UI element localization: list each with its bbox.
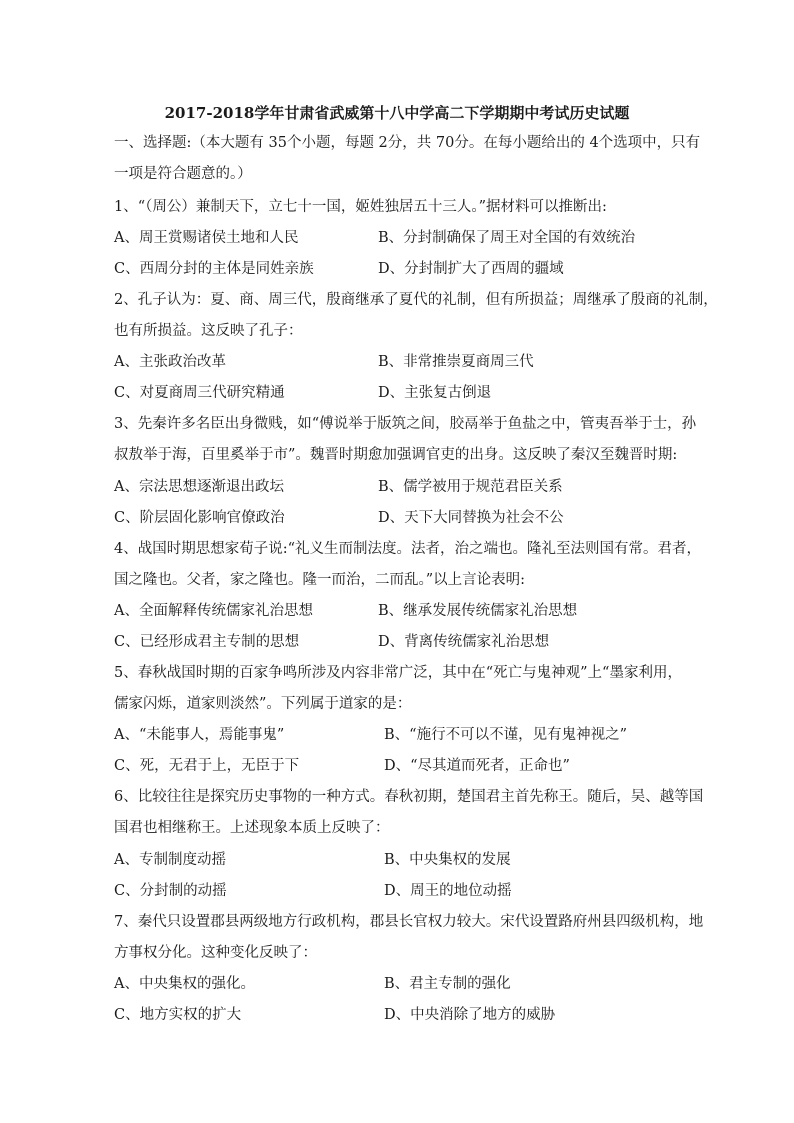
question-6-option-b: B、中央集权的发展	[384, 852, 511, 868]
question-4-option-b: B、继承发展传统儒家礼治思想	[378, 603, 578, 619]
question-4-options-row-1	[114, 599, 714, 623]
question-1-option-d: D、分封制扩大了西周的疆域	[378, 261, 564, 277]
question-4-stem-line-2: 国之隆也。父者，家之隆也。隆一而治，二而乱。”以上言论表明:	[114, 572, 526, 588]
question-1-options-row-1	[114, 226, 714, 250]
question-7-option-a: A、中央集权的强化。	[114, 976, 255, 992]
question-3-option-b: B、儒学被用于规范君臣关系	[378, 479, 563, 495]
section-instruction-line-2: 一项是符合题意的。）	[114, 166, 252, 182]
question-1-options-row-2	[114, 257, 714, 281]
question-5-option-b: B、“施行不可以不谨，见有鬼神视之”	[384, 727, 627, 743]
question-6-options-row-1	[114, 848, 714, 872]
page-title: 2017-2018学年甘肃省武威第十八中学高二下学期期中考试历史试题	[164, 104, 630, 122]
question-3-option-d: D、天下大同替换为社会不公	[378, 510, 564, 526]
question-5-option-c: C、死，无君于上，无臣于下	[114, 758, 300, 774]
question-3-options-row-2	[114, 506, 714, 530]
question-5-option-d: D、“尽其道而死者，正命也”	[384, 758, 570, 774]
question-6-stem-line-2: 国君也相继称王。上述现象本质上反映了：	[114, 820, 390, 836]
question-3-stem-line-2: 叔敖举于海，百里奚举于市”。魏晋时期愈加强调官吏的出身。这反映了秦汉至魏晋时期:	[114, 447, 678, 463]
question-2-option-d: D、主张复古倒退	[378, 385, 492, 401]
question-6-option-d: D、周王的地位动摇	[384, 883, 512, 899]
question-3-option-a: A、宗法思想逐渐退出政坛	[114, 479, 284, 495]
question-7-option-b: B、君主专制的强化	[384, 976, 511, 992]
question-5-options-row-1	[114, 723, 714, 747]
question-7-stem-line-1: 7、秦代只设置郡县两级地方行政机构，郡县长官权力较大。宋代设置路府州县四级机构，地	[114, 914, 704, 930]
question-7-option-c: C、地方实权的扩大	[114, 1007, 242, 1023]
question-1-stem: 1、“（周公）兼制天下，立七十一国，姬姓独居五十三人。”据材料可以推断出:	[114, 199, 607, 215]
question-7-option-d: D、中央消除了地方的威胁	[384, 1007, 556, 1023]
question-4-options-row-2	[114, 630, 714, 654]
question-5-stem-line-1: 5、春秋战国时期的百家争鸣所涉及内容非常广泛，其中在“死亡与鬼神观”上“墨家利用，	[114, 665, 682, 681]
section-instruction-line-1: 一、选择题:（本大题有 35个小题，每题 2分，共 70分。在每小题给出的 4个选项中，只有	[114, 135, 701, 151]
question-4-stem-line-1: 4、战国时期思想家荀子说:“礼义生而制法度。法者，治之端也。隆礼至法则国有常。君者，	[114, 541, 702, 557]
question-2-option-c: C、对夏商周三代研究精通	[114, 385, 285, 401]
question-6-option-c: C、分封制的动摇	[114, 883, 227, 899]
question-3-option-c: C、阶层固化影响官僚政治	[114, 510, 285, 526]
question-5-stem-line-2: 儒家闪烁，道家则淡然”。下列属于道家的是：	[114, 696, 412, 712]
question-2-option-b: B、非常推崇夏商周三代	[378, 354, 534, 370]
question-2-stem-line-2: 也有所损益。这反映了孔子：	[114, 323, 303, 339]
question-1-option-a: A、周王赏赐诸侯土地和人民	[114, 230, 299, 246]
question-1-option-c: C、西周分封的主体是同姓亲族	[114, 261, 314, 277]
question-4-option-c: C、已经形成君主专制的思想	[114, 634, 300, 650]
question-7-stem-line-2: 方事权分化。这种变化反映了：	[114, 945, 317, 961]
question-5-option-a: A、“未能事人，焉能事鬼”	[114, 727, 285, 743]
question-4-option-a: A、全面解释传统儒家礼治思想	[114, 603, 313, 619]
question-2-stem-line-1: 2、孔子认为：夏、商、周三代，殷商继承了夏代的礼制，但有所损益；周继承了殷商的礼制，	[114, 292, 718, 308]
question-6-options-row-2	[114, 879, 714, 903]
question-3-stem-line-1: 3、先秦许多名臣出身微贱，如“傅说举于版筑之间，胶鬲举于鱼盐之中，管夷吾举于士，孙	[114, 416, 697, 432]
question-6-stem-line-1: 6、比较往往是探究历史事物的一种方式。春秋初期，楚国君主首先称王。随后，吴、越等国	[114, 789, 704, 805]
question-2-options-row-2	[114, 381, 714, 405]
question-5-options-row-2	[114, 754, 714, 778]
question-4-option-d: D、背离传统儒家礼治思想	[378, 634, 550, 650]
question-7-options-row-1	[114, 972, 714, 996]
question-2-option-a: A、主张政治改革	[114, 354, 226, 370]
question-6-option-a: A、专制制度动摇	[114, 852, 226, 868]
question-3-options-row-1	[114, 475, 714, 499]
question-2-options-row-1	[114, 350, 714, 374]
question-7-options-row-2	[114, 1003, 714, 1027]
question-1-option-b: B、分封制确保了周王对全国的有效统治	[378, 230, 636, 246]
